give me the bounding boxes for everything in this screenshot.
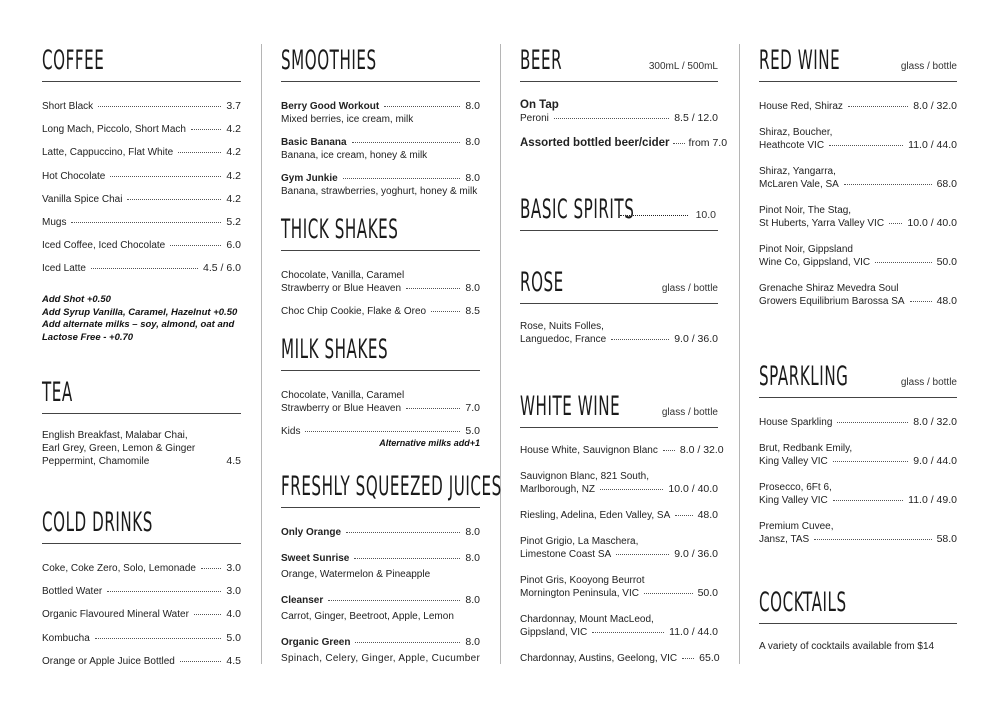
item-name: Brut, Redbank Emily, <box>759 443 853 454</box>
on-tap-label: On Tap <box>520 99 559 111</box>
item-name: Mornington Peninsula, VIC <box>520 588 639 599</box>
white-wine-list <box>520 444 724 665</box>
cocktails-title: COCKTAILS <box>759 587 847 618</box>
item-name: Jansz, TAS <box>759 534 810 545</box>
menu-item <box>42 239 241 252</box>
dot-leader <box>673 143 685 144</box>
coffee-header <box>42 38 241 76</box>
dot-leader <box>406 408 460 409</box>
section-rule <box>42 81 241 82</box>
item-name: Short Black <box>42 101 94 112</box>
dot-leader <box>354 558 460 559</box>
dot-leader <box>844 184 932 185</box>
smoothies-title: SMOOTHIES <box>281 45 377 76</box>
item-price: 11.0 / 44.0 <box>908 139 957 151</box>
cold-drinks-header <box>42 500 241 538</box>
item-price: 5.2 <box>226 215 241 228</box>
section-rule <box>759 397 957 398</box>
dot-leader <box>191 129 221 130</box>
item-name: Pinot Noir, Gippsland <box>759 244 853 255</box>
item-price: 50.0 <box>936 256 957 268</box>
dot-leader <box>384 106 460 107</box>
sparkling-serve-note: glass / bottle <box>900 377 957 388</box>
coffee-list <box>42 100 241 344</box>
section-rule <box>759 623 957 624</box>
item-price: 8.0 <box>465 172 480 184</box>
item-price: 7.0 <box>465 402 480 414</box>
item-price: 4.2 <box>226 123 241 136</box>
item-price: 8.0 <box>465 594 480 606</box>
dot-leader <box>194 614 221 615</box>
item-price: 50.0 <box>697 587 718 599</box>
item-name: Kids <box>281 426 301 437</box>
thick-shakes-section <box>281 207 480 318</box>
section-rule <box>281 370 480 371</box>
item-name: Chardonnay, Austins, Geelong, VIC <box>520 653 678 664</box>
alternative-milks-note: Alternative milks add+1 <box>379 438 480 448</box>
beer-title: BEER <box>520 45 563 76</box>
dot-leader <box>170 245 221 246</box>
menu-item <box>42 655 241 668</box>
dot-leader <box>829 145 903 146</box>
menu-column-2 <box>281 0 502 707</box>
juices-section <box>281 464 502 665</box>
menu-item <box>42 455 241 468</box>
dot-leader <box>107 591 221 592</box>
sparkling-header <box>759 354 957 392</box>
item-name: Growers Equilibrium Barossa SA <box>759 296 905 307</box>
menu-item <box>42 123 241 136</box>
red-wine-serve-note: glass / bottle <box>900 61 957 72</box>
dot-leader <box>910 301 932 302</box>
item-price: 6.0 <box>226 239 241 252</box>
item-price: 8.0 <box>465 282 480 294</box>
item-name: Organic Flavoured Mineral Water <box>42 609 189 621</box>
item-description: Banana, strawberries, yoghurt, honey & milk <box>281 186 478 197</box>
dot-leader <box>889 223 902 224</box>
menu-item <box>42 562 241 575</box>
dot-leader <box>355 642 460 643</box>
dot-leader <box>814 539 931 540</box>
sparkling-section <box>759 354 957 546</box>
basic-spirits-section <box>520 187 718 225</box>
item-name: King Valley VIC <box>759 495 828 506</box>
milk-shakes-list <box>281 389 480 448</box>
item-name: Wine Co, Gippsland, VIC <box>759 257 871 268</box>
menu-item <box>759 217 957 230</box>
item-name: Chocolate, Vanilla, Caramel <box>281 390 405 401</box>
dot-leader <box>554 118 669 119</box>
item-name: Orange or Apple Juice Bottled <box>42 655 175 667</box>
item-name: Gippsland, VIC <box>520 627 588 638</box>
menu-item <box>520 548 718 561</box>
section-rule <box>42 413 241 414</box>
dot-leader <box>644 593 693 594</box>
section-rule <box>42 543 241 544</box>
item-name: Peroni <box>520 113 549 124</box>
beer-size-note: 300mL / 500mL <box>648 61 718 72</box>
item-price: 11.0 / 49.0 <box>908 494 957 506</box>
item-name: Peppermint, Chamomile <box>42 456 150 467</box>
thick-shakes-title: THICK SHAKES <box>281 214 399 245</box>
menu-item <box>759 494 957 507</box>
menu-column-4 <box>759 0 957 707</box>
extra-line: Add Syrup Vanilla, Caramel, Hazelnut +0.50 <box>42 306 238 318</box>
menu-item <box>520 509 718 522</box>
item-price: 8.5 / 12.0 <box>674 112 718 124</box>
menu-item <box>42 262 241 275</box>
menu-item <box>281 136 480 149</box>
juices-title: FRESHLY SQUEEZED JUICES <box>281 471 502 502</box>
item-price: 58.0 <box>936 533 957 545</box>
item-name: Assorted bottled beer/cider <box>520 137 670 149</box>
menu-item <box>281 100 480 113</box>
item-price: 9.0 / 44.0 <box>913 455 957 467</box>
item-name: Heathcote VIC <box>759 140 825 151</box>
smoothies-list <box>281 100 480 198</box>
menu-item <box>520 112 718 125</box>
item-name: Shiraz, Yangarra, <box>759 166 836 177</box>
dot-leader <box>682 658 694 659</box>
item-price: 11.0 / 44.0 <box>669 626 718 638</box>
item-price: 3.0 <box>226 585 241 598</box>
item-name: Rose, Nuits Folles, <box>520 321 604 332</box>
item-price: 8.0 <box>465 100 480 112</box>
dot-leader <box>837 422 908 423</box>
item-name: House Sparkling <box>759 417 833 428</box>
menu-item <box>759 416 957 429</box>
rose-section <box>520 260 718 346</box>
cold-drinks-title: COLD DRINKS <box>42 507 153 538</box>
cocktails-description: A variety of cocktails available from $14 <box>759 641 935 652</box>
dot-leader <box>592 632 664 633</box>
item-price: 8.0 / 32.0 <box>679 444 724 456</box>
item-name: Only Orange <box>281 527 342 538</box>
menu-item <box>759 455 957 468</box>
menu-item <box>42 216 241 229</box>
item-name: Strawberry or Blue Heaven <box>281 283 402 294</box>
menu-item <box>42 585 241 598</box>
item-name: Sauvignon Blanc, 821 South, <box>520 471 649 482</box>
menu-item <box>281 594 480 607</box>
dot-leader <box>201 568 221 569</box>
item-price: 65.0 <box>699 652 720 664</box>
item-price: 48.0 <box>936 295 957 307</box>
white-wine-serve-note: glass / bottle <box>661 407 718 418</box>
item-price: 8.0 / 32.0 <box>913 416 957 428</box>
tea-line: Earl Grey, Green, Lemon & Ginger <box>42 443 196 454</box>
menu-item <box>520 444 724 457</box>
item-name: Berry Good Workout <box>281 101 380 112</box>
item-price: 4.5 <box>226 455 241 467</box>
basic-spirits-header <box>520 187 718 225</box>
tea-section <box>42 370 241 468</box>
dot-leader <box>110 176 221 177</box>
section-rule <box>281 81 480 82</box>
item-name: Choc Chip Cookie, Flake & Oreo <box>281 306 427 317</box>
cold-drinks-list <box>42 562 241 668</box>
section-rule <box>759 81 957 82</box>
menu-column-3 <box>520 0 728 707</box>
section-rule <box>520 303 718 304</box>
menu-item <box>42 193 241 206</box>
item-name: Latte, Cappuccino, Flat White <box>42 147 174 159</box>
cocktails-header <box>759 580 957 618</box>
item-name: Kombucha <box>42 632 90 644</box>
menu-item <box>281 425 480 438</box>
extra-line: Lactose Free - +0.70 <box>42 331 134 343</box>
item-price: 8.5 <box>465 305 480 317</box>
item-name: Riesling, Adelina, Eden Valley, SA <box>520 510 671 521</box>
cold-drinks-section <box>42 500 241 668</box>
section-rule <box>520 230 718 231</box>
item-name: House White, Sauvignon Blanc <box>520 445 658 456</box>
beer-list <box>520 98 728 150</box>
menu-item <box>42 170 241 183</box>
item-name: Pinot Gris, Kooyong Beurrot <box>520 575 645 586</box>
beer-section <box>520 38 728 150</box>
white-wine-header <box>520 384 718 422</box>
menu-item <box>281 526 480 539</box>
item-name: Long Mach, Piccolo, Short Mach <box>42 124 186 136</box>
menu-item <box>520 137 728 150</box>
item-price: 4.2 <box>226 146 241 159</box>
dot-leader <box>343 178 461 179</box>
juices-list <box>281 526 480 665</box>
item-price: 10.0 / 40.0 <box>668 483 718 495</box>
item-name: Iced Coffee, Iced Chocolate <box>42 240 166 252</box>
item-name: Iced Latte <box>42 263 86 275</box>
menu-item <box>281 552 480 565</box>
item-name: Prosecco, 6Ft 6, <box>759 482 832 493</box>
item-name: Organic Green <box>281 637 351 648</box>
coffee-section <box>42 38 241 344</box>
rose-title: ROSE <box>520 267 564 298</box>
item-price: 8.0 <box>465 636 480 648</box>
item-name: Bottled Water <box>42 586 103 598</box>
dot-leader <box>848 106 908 107</box>
item-price: 4.5 <box>226 654 241 667</box>
item-price: 9.0 / 36.0 <box>674 333 718 345</box>
menu-item <box>281 172 480 185</box>
item-description: Orange, Watermelon & Pineapple <box>281 569 431 580</box>
item-name: Premium Cuvee, <box>759 521 834 532</box>
dot-leader <box>600 489 663 490</box>
dot-leader <box>431 311 460 312</box>
item-price: 8.0 <box>465 552 480 564</box>
item-name: Cleanser <box>281 595 324 606</box>
tea-line: English Breakfast, Malabar Chai, <box>42 430 188 441</box>
extra-line: Add Shot +0.50 <box>42 294 111 306</box>
basic-spirits-price: 10.0 <box>695 209 716 221</box>
smoothies-section <box>281 38 480 198</box>
item-name: Coke, Coke Zero, Solo, Lemonade <box>42 563 196 574</box>
item-price: 10.0 / 40.0 <box>907 217 957 229</box>
menu-item <box>281 282 480 295</box>
smoothies-header <box>281 38 480 76</box>
item-price: 4.2 <box>226 169 241 182</box>
dot-leader <box>71 222 221 223</box>
basic-spirits-title: BASIC SPIRITS <box>520 194 635 225</box>
item-price: 9.0 / 36.0 <box>674 548 718 560</box>
coffee-extras <box>42 294 241 344</box>
menu-item <box>759 295 957 308</box>
dot-leader <box>611 339 669 340</box>
menu-item <box>520 587 718 600</box>
cocktails-list <box>759 640 957 653</box>
item-name: Chocolate, Vanilla, Caramel <box>281 270 405 281</box>
white-wine-section <box>520 384 724 665</box>
item-price: 4.5 / 6.0 <box>203 262 241 275</box>
item-name: Hot Chocolate <box>42 170 106 182</box>
menu-item <box>759 100 957 113</box>
item-name: Vanilla Spice Chai <box>42 193 123 205</box>
coffee-title: COFFEE <box>42 45 105 76</box>
menu-item <box>42 146 241 159</box>
item-price: 3.7 <box>226 100 241 112</box>
dot-leader <box>328 600 460 601</box>
item-price: 5.0 <box>226 631 241 644</box>
section-rule <box>281 250 480 251</box>
rose-serve-note: glass / bottle <box>661 283 718 294</box>
menu-item <box>520 626 718 639</box>
item-name: Shiraz, Boucher, <box>759 127 833 138</box>
item-price: 8.0 <box>465 526 480 538</box>
milk-shakes-section <box>281 327 480 448</box>
menu-item <box>42 100 241 113</box>
cocktails-section <box>759 580 957 653</box>
menu-item <box>759 178 957 191</box>
item-name: Chardonnay, Mount MacLeod, <box>520 614 654 625</box>
red-wine-header <box>759 38 957 76</box>
menu-item <box>42 608 241 621</box>
item-price: 8.0 / 32.0 <box>913 100 957 112</box>
item-name: House Red, Shiraz <box>759 101 843 112</box>
dot-leader <box>616 554 669 555</box>
menu-item <box>281 636 480 649</box>
item-description: Banana, ice cream, honey & milk <box>281 150 428 161</box>
item-name: Strawberry or Blue Heaven <box>281 403 402 414</box>
thick-shakes-header <box>281 207 480 245</box>
menu-item <box>520 333 718 346</box>
menu-column-1 <box>42 0 241 707</box>
white-wine-title: WHITE WINE <box>520 391 621 422</box>
column-divider <box>500 44 501 664</box>
section-rule <box>520 81 718 82</box>
item-price: 4.0 <box>226 608 241 621</box>
menu-item <box>281 402 480 415</box>
dot-leader <box>95 638 222 639</box>
tea-title: TEA <box>42 377 73 408</box>
milk-shakes-header <box>281 327 480 365</box>
beer-header <box>520 38 718 76</box>
item-name: Pinot Grigio, La Maschera, <box>520 536 639 547</box>
tea-header <box>42 370 241 408</box>
item-name: Basic Banana <box>281 137 347 148</box>
rose-list <box>520 320 718 346</box>
menu-item <box>42 632 241 645</box>
column-divider <box>739 44 740 664</box>
sparkling-title: SPARKLING <box>759 361 849 392</box>
dot-leader <box>98 106 221 107</box>
dot-leader <box>352 142 461 143</box>
dot-leader <box>346 532 460 533</box>
dot-leader <box>833 500 903 501</box>
dot-leader <box>91 268 198 269</box>
item-price: 68.0 <box>936 178 957 190</box>
column-divider <box>261 44 262 664</box>
item-name: Sweet Sunrise <box>281 553 350 564</box>
menu-item <box>759 139 957 152</box>
item-description: Mixed berries, ice cream, milk <box>281 114 414 125</box>
dot-leader <box>406 288 460 289</box>
dot-leader <box>178 152 221 153</box>
item-description: Spinach, Celery, Ginger, Apple, Cucumber <box>281 653 481 664</box>
menu-item <box>281 305 480 318</box>
section-rule <box>520 427 718 428</box>
item-description: Carrot, Ginger, Beetroot, Apple, Lemon <box>281 611 454 622</box>
red-wine-list <box>759 100 957 308</box>
item-price: from 7.0 <box>688 137 728 149</box>
sparkling-list <box>759 416 957 546</box>
dot-leader <box>663 450 675 451</box>
item-name: Mugs <box>42 216 67 228</box>
dot-leader <box>675 515 692 516</box>
dot-leader <box>875 262 931 263</box>
item-name: Pinot Noir, The Stag, <box>759 205 852 216</box>
rose-header <box>520 260 718 298</box>
juices-header <box>281 464 502 502</box>
item-name: Languedoc, France <box>520 334 607 345</box>
item-name: St Huberts, Yarra Valley VIC <box>759 218 885 229</box>
red-wine-title: RED WINE <box>759 45 841 76</box>
menu-item <box>520 483 718 496</box>
section-rule <box>281 507 480 508</box>
item-name: McLaren Vale, SA <box>759 179 839 190</box>
dot-leader <box>833 461 908 462</box>
item-name: King Valley VIC <box>759 456 828 467</box>
item-price: 5.0 <box>465 425 480 437</box>
menu-item <box>759 256 957 269</box>
extra-line: Add alternate milks – soy, almond, oat and <box>42 319 235 331</box>
tea-list <box>42 429 241 468</box>
dot-leader <box>305 431 460 432</box>
red-wine-section <box>759 38 957 308</box>
dot-leader <box>620 215 688 216</box>
item-name: Grenache Shiraz Mevedra Soul <box>759 283 899 294</box>
item-price: 4.2 <box>226 192 241 205</box>
dot-leader <box>180 661 222 662</box>
item-price: 48.0 <box>697 509 718 521</box>
item-name: Limestone Coast SA <box>520 549 612 560</box>
menu-item <box>759 533 957 546</box>
item-name: Marlborough, NZ <box>520 484 596 495</box>
item-price: 8.0 <box>465 136 480 148</box>
menu-item <box>520 652 718 665</box>
milk-shakes-title: MILK SHAKES <box>281 334 389 365</box>
thick-shakes-list <box>281 269 480 318</box>
dot-leader <box>127 199 221 200</box>
item-price: 3.0 <box>226 562 241 574</box>
item-name: Gym Junkie <box>281 173 338 184</box>
